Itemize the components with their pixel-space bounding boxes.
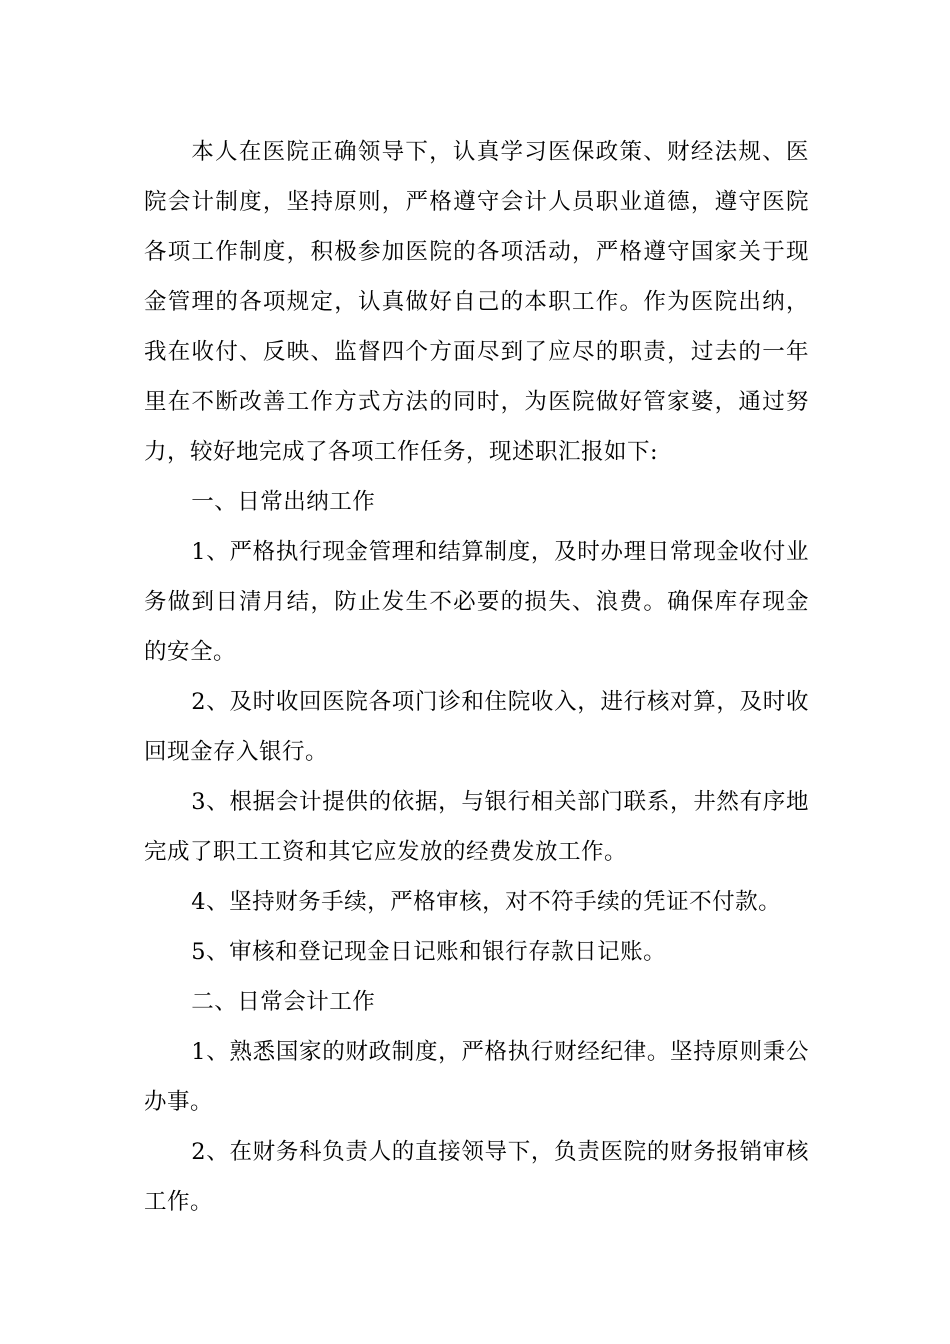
intro-paragraph: 本人在医院正确领导下，认真学习医保政策、财经法规、医院会计制度，坚持原则，严格遵守会计人员职业道德，遵守医院各项工作制度，积极参加医院的各项活动，严格遵守国家关于现金管理的各项规定，认真做好自己的本职工作。作为医院出纳，我在收付、反映、监督四个方面尽到了应尽的职责，过去的一年里在不断改善工作方式方法的同时，为医院做好管家婆，通过努力，较好地完成了各项工作任务，现述职汇报如下: <box>144 139 809 465</box>
list-item: 2、及时收回医院各项门诊和住院收入，进行核对算，及时收回现金存入银行。 <box>144 689 809 765</box>
document-body <box>144 127 809 1227</box>
list-item: 3、根据会计提供的依据，与银行相关部门联系，井然有序地完成了职工工资和其它应发放的经费发放工作。 <box>144 789 809 865</box>
section-heading-accounting: 二、日常会计工作 <box>191 989 376 1015</box>
list-item: 1、熟悉国家的财政制度，严格执行财经纪律。坚持原则秉公办事。 <box>144 1039 809 1115</box>
list-item: 5、审核和登记现金日记账和银行存款日记账。 <box>191 939 667 965</box>
list-item: 1、严格执行现金管理和结算制度，及时办理日常现金收付业务做到日清月结，防止发生不必要的损失、浪费。确保库存现金的安全。 <box>144 539 809 665</box>
list-item: 2、在财务科负责人的直接领导下，负责医院的财务报销审核工作。 <box>144 1139 809 1215</box>
section-heading-cashier: 一、日常出纳工作 <box>191 489 376 515</box>
list-item: 4、坚持财务手续，严格审核，对不符手续的凭证不付款。 <box>191 889 782 915</box>
